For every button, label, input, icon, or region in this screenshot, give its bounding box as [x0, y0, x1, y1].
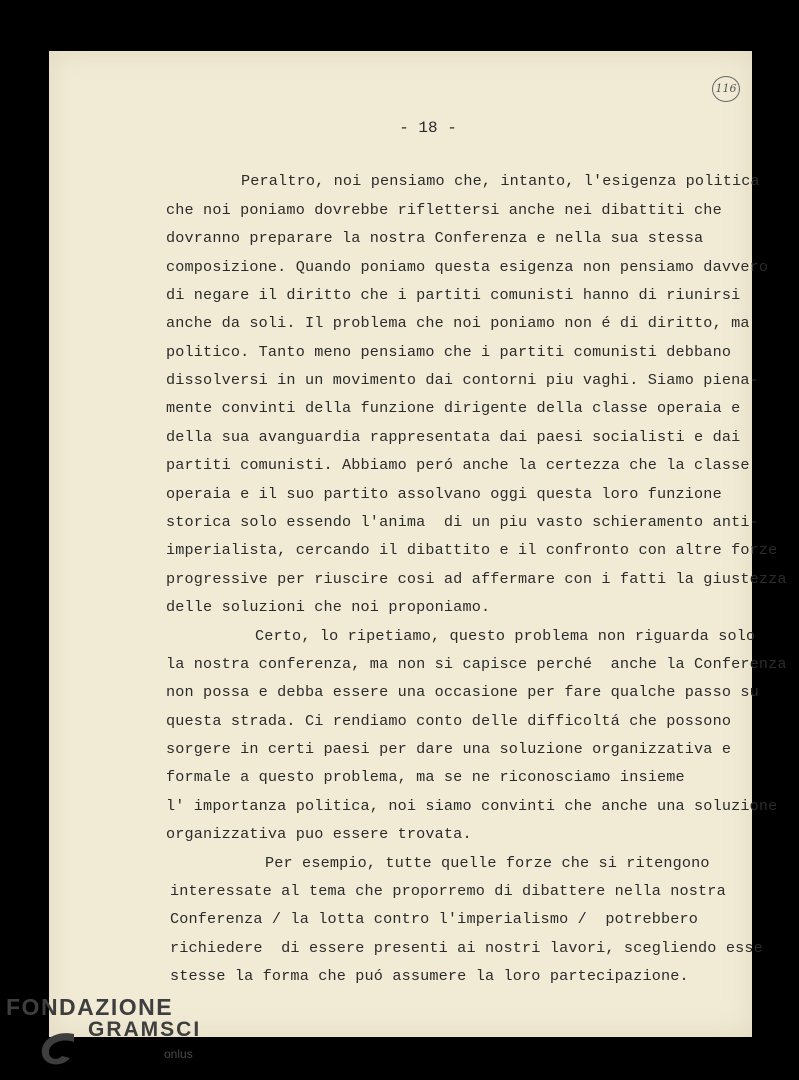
document-page	[49, 51, 787, 1037]
fondazione-gramsci-watermark	[4, 990, 204, 1070]
text-line: partiti comunisti. Abbiamo peró anche la certezza che la classe	[166, 456, 750, 474]
text-line: anche da soli. Il problema che noi poniamo non é di diritto, ma	[166, 314, 750, 332]
text-line: mente convinti della funzione dirigente della classe operaia e	[166, 399, 741, 417]
text-line: di negare il diritto che i partiti comunisti hanno di riunirsi	[166, 286, 741, 304]
text-line: della sua avanguardia rappresentata dai paesi socialisti e dai	[166, 428, 741, 446]
text-line: la nostra conferenza, ma non si capisce perché anche la Conferenza	[166, 655, 787, 673]
text-line: sorgere in certi paesi per dare una soluzione organizzativa e	[166, 740, 732, 758]
text-line: storica solo essendo l'anima di un piu vasto schieramento anti-	[166, 513, 759, 531]
watermark-title: FONDAZIONE	[6, 994, 174, 1020]
text-line: interessate al tema che proporremo di dibattere nella nostra	[170, 882, 726, 900]
text-line: dissolversi in un movimento dai contorni piu vaghi. Siamo piena-	[166, 371, 759, 389]
text-line: dovranno preparare la nostra Conferenza e nella sua stessa	[166, 229, 704, 247]
text-line: Peraltro, noi pensiamo che, intanto, l'esigenza politica	[241, 172, 760, 190]
text-line: formale a questo problema, ma se ne riconosciamo insieme	[166, 768, 685, 786]
text-line: richiedere di essere presenti ai nostri lavori, scegliendo esse	[170, 939, 763, 957]
text-line: delle soluzioni che noi proponiamo.	[166, 598, 491, 616]
text-line: non possa e debba essere una occasione per fare qualche passo su	[166, 683, 759, 701]
text-line: organizzativa puo essere trovata.	[166, 825, 472, 843]
text-line: politico. Tanto meno pensiamo che i partiti comunisti debbano	[166, 343, 732, 361]
text-line: progressive per riuscire cosi ad affermare con i fatti la giustezza	[166, 570, 787, 588]
gramsci-logo-icon	[34, 1026, 90, 1070]
text-line: Per esempio, tutte quelle forze che si ritengono	[265, 854, 710, 872]
folio-stamp: 116	[712, 76, 740, 102]
text-line: questa strada. Ci rendiamo conto delle difficoltá che possono	[166, 712, 732, 730]
text-line: Conferenza / la lotta contro l'imperialismo / potrebbero	[170, 910, 699, 928]
watermark-subtitle: GRAMSCI	[88, 1018, 202, 1041]
text-line: composizione. Quando poniamo questa esigenza non pensiamo davvero	[166, 258, 769, 276]
text-line: imperialista, cercando il dibattito e il confronto con altre forze	[166, 541, 778, 559]
text-line: Certo, lo ripetiamo, questo problema non riguarda solo	[255, 627, 756, 645]
text-line: stesse la forma che puó assumere la loro partecipazione.	[170, 967, 689, 985]
text-line: l' importanza politica, noi siamo convinti che anche una soluzione	[166, 797, 778, 815]
page-number: - 18 -	[399, 119, 457, 137]
text-line: che noi poniamo dovrebbe riflettersi anche nei dibattiti che	[166, 201, 722, 219]
text-line: operaia e il suo partito assolvano oggi questa loro funzione	[166, 485, 722, 503]
watermark-onlus: onlus	[164, 1047, 193, 1061]
